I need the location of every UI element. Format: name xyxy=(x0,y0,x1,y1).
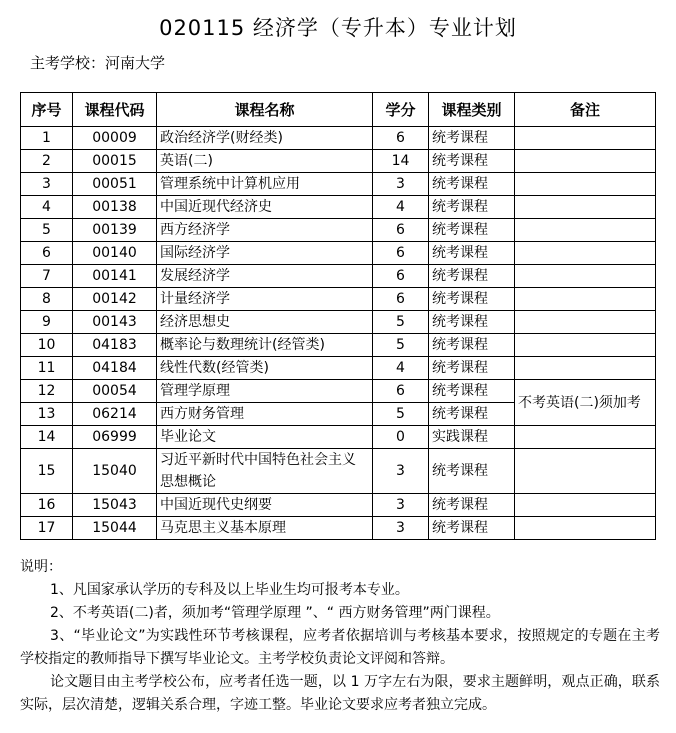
row-credit-cell: 5 xyxy=(373,403,429,426)
header-credit: 学分 xyxy=(373,93,429,127)
row-type-cell: 统考课程 xyxy=(429,380,515,403)
course-plan-table xyxy=(20,92,656,540)
row-type-cell: 统考课程 xyxy=(429,242,515,265)
table-row xyxy=(21,517,656,540)
row-name-cell: 管理学原理 xyxy=(157,380,373,403)
row-code-cell: 00143 xyxy=(73,311,157,334)
row-name-cell: 中国近现代经济史 xyxy=(157,196,373,219)
row-code-cell: 15043 xyxy=(73,494,157,517)
table-row xyxy=(21,288,656,311)
row-name-cell: 国际经济学 xyxy=(157,242,373,265)
remark-cell xyxy=(515,150,656,173)
table-row xyxy=(21,426,656,449)
row-credit-cell: 4 xyxy=(373,196,429,219)
row-type-cell: 统考课程 xyxy=(429,127,515,150)
row-type-cell: 实践课程 xyxy=(429,426,515,449)
table-row xyxy=(21,265,656,288)
table-row xyxy=(21,196,656,219)
row-code-cell: 00140 xyxy=(73,242,157,265)
remark-cell xyxy=(515,288,656,311)
table-row xyxy=(21,357,656,380)
row-credit-cell: 6 xyxy=(373,219,429,242)
row-no-cell: 4 xyxy=(21,196,73,219)
row-type-cell: 统考课程 xyxy=(429,334,515,357)
row-code-cell: 00138 xyxy=(73,196,157,219)
row-code-cell: 00051 xyxy=(73,173,157,196)
row-name-cell: 马克思主义基本原理 xyxy=(157,517,373,540)
row-code-cell: 06214 xyxy=(73,403,157,426)
header-code: 课程代码 xyxy=(73,93,157,127)
header-remark: 备注 xyxy=(515,93,656,127)
remark-cell xyxy=(515,127,656,150)
row-credit-cell: 5 xyxy=(373,311,429,334)
header-type: 课程类别 xyxy=(429,93,515,127)
table-row xyxy=(21,449,656,494)
row-name-cell: 发展经济学 xyxy=(157,265,373,288)
row-name-cell: 中国近现代史纲要 xyxy=(157,494,373,517)
table-row xyxy=(21,150,656,173)
remark-cell xyxy=(515,196,656,219)
row-code-cell: 00015 xyxy=(73,150,157,173)
row-no-cell: 11 xyxy=(21,357,73,380)
remark-cell xyxy=(515,517,656,540)
row-code-cell: 15040 xyxy=(73,449,157,494)
row-no-cell: 10 xyxy=(21,334,73,357)
row-credit-cell: 4 xyxy=(373,357,429,380)
note-item: 3、“毕业论文”为实践性环节考核课程，应考者依据培训与考核基本要求，按照规定的专题在主考学校指定的教师指导下撰写毕业论文。主考学校负责论文评阅和答辩。 xyxy=(20,628,660,667)
row-credit-cell: 5 xyxy=(373,334,429,357)
row-name-cell: 英语(二) xyxy=(157,150,373,173)
row-credit-cell: 3 xyxy=(373,173,429,196)
table-row xyxy=(21,127,656,150)
row-no-cell: 8 xyxy=(21,288,73,311)
row-code-cell: 04184 xyxy=(73,357,157,380)
row-no-cell: 2 xyxy=(21,150,73,173)
row-name-cell: 经济思想史 xyxy=(157,311,373,334)
header-name: 课程名称 xyxy=(157,93,373,127)
row-type-cell: 统考课程 xyxy=(429,219,515,242)
row-no-cell: 15 xyxy=(21,449,73,494)
header-no: 序号 xyxy=(21,93,73,127)
row-name-cell: 政治经济学(财经类) xyxy=(157,127,373,150)
school-label: 主考学校：河南大学 xyxy=(30,54,166,72)
row-credit-cell: 0 xyxy=(373,426,429,449)
table-row xyxy=(21,173,656,196)
row-type-cell: 统考课程 xyxy=(429,196,515,219)
row-no-cell: 9 xyxy=(21,311,73,334)
row-code-cell: 00009 xyxy=(73,127,157,150)
row-name-cell: 概率论与数理统计(经管类) xyxy=(157,334,373,357)
remark-cell xyxy=(515,426,656,449)
row-no-cell: 3 xyxy=(21,173,73,196)
row-code-cell: 00054 xyxy=(73,380,157,403)
row-name-cell: 管理系统中计算机应用 xyxy=(157,173,373,196)
row-no-cell: 13 xyxy=(21,403,73,426)
row-type-cell: 统考课程 xyxy=(429,494,515,517)
note-item: 1、凡国家承认学历的专科及以上毕业生均可报考本专业。 xyxy=(50,582,409,598)
note-item: 2、不考英语(二)者，须加考“管理学原理 ”、“ 西方财务管理”两门课程。 xyxy=(50,605,500,621)
row-no-cell: 12 xyxy=(21,380,73,403)
row-no-cell: 14 xyxy=(21,426,73,449)
remark-cell xyxy=(515,449,656,494)
table-row xyxy=(21,334,656,357)
notes-section xyxy=(20,556,660,717)
remark-cell xyxy=(515,357,656,380)
remark-cell xyxy=(515,334,656,357)
row-credit-cell: 3 xyxy=(373,494,429,517)
remark-cell xyxy=(515,173,656,196)
row-name-cell: 习近平新时代中国特色社会主义思想概论 xyxy=(157,449,373,494)
remark-cell xyxy=(515,242,656,265)
row-no-cell: 1 xyxy=(21,127,73,150)
row-type-cell: 统考课程 xyxy=(429,288,515,311)
row-no-cell: 6 xyxy=(21,242,73,265)
note-item: 论文题目由主考学校公布，应考者任选一题，以 1 万字左右为限，要求主题鲜明，观点正确，联系实际，层次清楚，逻辑关系合理，字迹工整。毕业论文要求应考者独立完成。 xyxy=(20,674,660,713)
row-code-cell: 00139 xyxy=(73,219,157,242)
table-row xyxy=(21,311,656,334)
remark-cell xyxy=(515,219,656,242)
row-credit-cell: 3 xyxy=(373,449,429,494)
notes-heading: 说明： xyxy=(20,559,62,575)
row-type-cell: 统考课程 xyxy=(429,265,515,288)
row-no-cell: 5 xyxy=(21,219,73,242)
row-code-cell: 15044 xyxy=(73,517,157,540)
row-code-cell: 06999 xyxy=(73,426,157,449)
row-code-cell: 04183 xyxy=(73,334,157,357)
row-credit-cell: 6 xyxy=(373,127,429,150)
row-code-cell: 00141 xyxy=(73,265,157,288)
row-type-cell: 统考课程 xyxy=(429,403,515,426)
row-credit-cell: 6 xyxy=(373,265,429,288)
row-name-cell: 计量经济学 xyxy=(157,288,373,311)
row-no-cell: 16 xyxy=(21,494,73,517)
table-row xyxy=(21,380,656,403)
row-type-cell: 统考课程 xyxy=(429,173,515,196)
row-credit-cell: 6 xyxy=(373,242,429,265)
row-type-cell: 统考课程 xyxy=(429,357,515,380)
remark-cell: 不考英语(二)须加考 xyxy=(515,380,656,426)
row-name-cell: 西方经济学 xyxy=(157,219,373,242)
table-row xyxy=(21,219,656,242)
page-title: 020115 经济学（专升本）专业计划 xyxy=(159,16,517,40)
row-credit-cell: 14 xyxy=(373,150,429,173)
row-credit-cell: 3 xyxy=(373,517,429,540)
remark-cell xyxy=(515,265,656,288)
row-name-cell: 西方财务管理 xyxy=(157,403,373,426)
table-header-row xyxy=(21,93,656,127)
row-no-cell: 7 xyxy=(21,265,73,288)
row-name-cell: 线性代数(经管类) xyxy=(157,357,373,380)
row-code-cell: 00142 xyxy=(73,288,157,311)
row-type-cell: 统考课程 xyxy=(429,449,515,494)
table-row xyxy=(21,494,656,517)
table-row xyxy=(21,242,656,265)
remark-cell xyxy=(515,494,656,517)
row-credit-cell: 6 xyxy=(373,380,429,403)
row-no-cell: 17 xyxy=(21,517,73,540)
remark-cell xyxy=(515,311,656,334)
row-type-cell: 统考课程 xyxy=(429,150,515,173)
row-type-cell: 统考课程 xyxy=(429,517,515,540)
row-type-cell: 统考课程 xyxy=(429,311,515,334)
row-credit-cell: 6 xyxy=(373,288,429,311)
row-name-cell: 毕业论文 xyxy=(157,426,373,449)
